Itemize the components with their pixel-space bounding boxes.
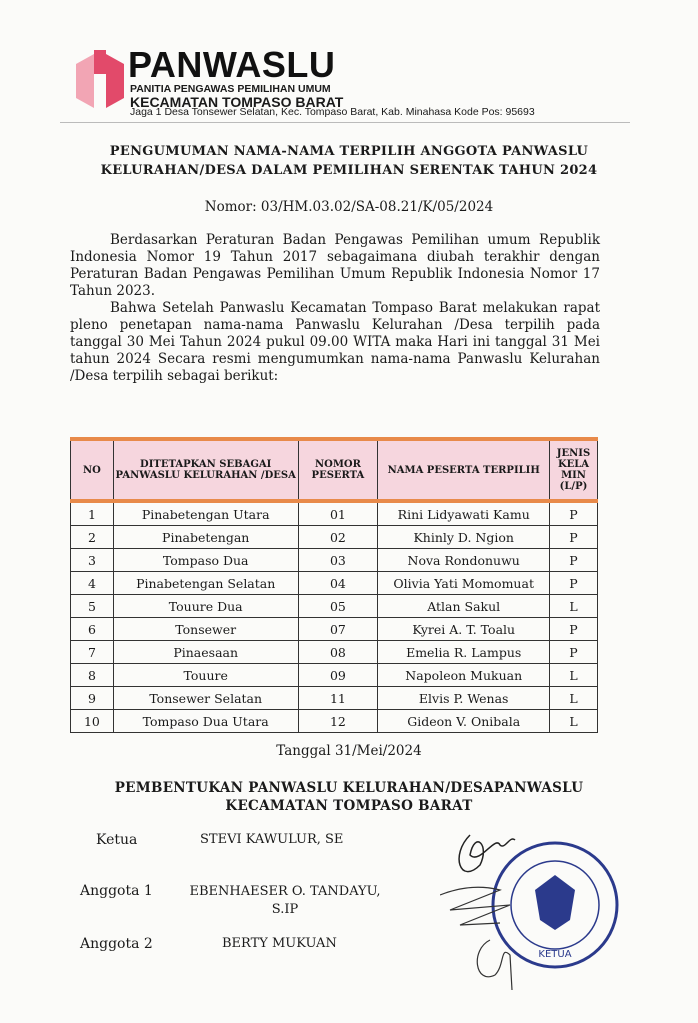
table-cell: L xyxy=(550,710,598,733)
table-cell: 12 xyxy=(298,710,378,733)
table-cell: 1 xyxy=(71,501,114,526)
doc-number: Nomor: 03/HM.03.02/SA-08.21/K/05/2024 xyxy=(204,199,494,215)
table-cell: Pinaesaan xyxy=(113,641,298,664)
paragraph-2: Bahwa Setelah Panwaslu Kecamatan Tompaso Barat melakukan rapat pleno penetapan nama-nama Panwaslu Kelurahan /Desa terpilih pada tanggal 30 Mei Tahun 2024 pukul 09.00 WITA maka Hari ini tanggal 31 Mei tahun 2024 Secara resmi mengumumkan nama-nama Panwaslu Kelurahan /Desa terpilih sebagai berikut: xyxy=(70,300,600,384)
table-cell: P xyxy=(550,641,598,664)
table-row xyxy=(71,549,598,572)
table-cell: P xyxy=(550,501,598,526)
table-cell: 7 xyxy=(71,641,114,664)
table-cell: L xyxy=(550,664,598,687)
garuda-emblem-icon xyxy=(535,875,575,930)
table-cell: 2 xyxy=(71,526,114,549)
column-header: NO xyxy=(71,439,114,501)
table-cell: Tompaso Dua Utara xyxy=(113,710,298,733)
table-cell: Olivia Yati Momomuat xyxy=(378,572,550,595)
date: Tanggal 31/Mei/2024 xyxy=(276,743,422,759)
table-cell: 6 xyxy=(71,618,114,641)
table-cell: Gideon V. Onibala xyxy=(378,710,550,733)
table-cell: 8 xyxy=(71,664,114,687)
org-district: KECAMATAN TOMPASO BARAT xyxy=(130,94,344,110)
signature-and-stamp xyxy=(440,815,630,995)
table-cell: 10 xyxy=(71,710,114,733)
table-cell: 03 xyxy=(298,549,378,572)
table-cell: Pinabetengan xyxy=(113,526,298,549)
doc-title-line1: PENGUMUMAN NAMA-NAMA TERPILIH ANGGOTA PANWASLU xyxy=(109,144,589,159)
name-anggota-1: EBENHAESER O. TANDAYU, S.IP xyxy=(189,884,381,917)
table-cell: P xyxy=(550,549,598,572)
table-cell: Tonsewer Selatan xyxy=(113,687,298,710)
table-cell: Atlan Sakul xyxy=(378,595,550,618)
role-anggota-2: Anggota 2 xyxy=(80,936,153,952)
table-cell: Khinly D. Ngion xyxy=(378,526,550,549)
doc-title-line2: KELURAHAN/DESA DALAM PEMILIHAN SERENTAK TAHUN 2024 xyxy=(100,163,598,178)
role-ketua: Ketua xyxy=(96,832,138,848)
table-row xyxy=(71,618,598,641)
table-row xyxy=(71,710,598,733)
table-cell: L xyxy=(550,595,598,618)
elected-table xyxy=(70,437,598,733)
table-cell: Kyrei A. T. Toalu xyxy=(378,618,550,641)
table-cell: Elvis P. Wenas xyxy=(378,687,550,710)
table-row xyxy=(71,687,598,710)
table-cell: P xyxy=(550,526,598,549)
role-anggota-1: Anggota 1 xyxy=(80,883,153,899)
footer-title-2: KECAMATAN TOMPASO BARAT xyxy=(225,798,473,814)
table-cell: Touure xyxy=(113,664,298,687)
table-cell: Tonsewer xyxy=(113,618,298,641)
table-cell: 01 xyxy=(298,501,378,526)
column-header: NOMOR PESERTA xyxy=(298,439,378,501)
org-name: PANWASLU xyxy=(128,44,336,85)
table-cell: L xyxy=(550,687,598,710)
table-row xyxy=(71,526,598,549)
table-cell: Nova Rondonuwu xyxy=(378,549,550,572)
table-row xyxy=(71,641,598,664)
column-header: JENIS KELA MIN (L/P) xyxy=(550,439,598,501)
stamp-label: KETUA xyxy=(538,949,572,960)
table-cell: 08 xyxy=(298,641,378,664)
table-cell: Touure Dua xyxy=(113,595,298,618)
paragraph-1: Berdasarkan Peraturan Badan Pengawas Pemilihan umum Republik Indonesia Nomor 19 Tahun 2017 sebagaimana diubah terakhir dengan Peraturan Badan Pengawas Pemilihan Umum Republik Indonesia Nomor 17 Tahun 2023. xyxy=(70,232,600,299)
table-cell: 11 xyxy=(298,687,378,710)
org-subtitle: PANITIA PENGAWAS PEMILIHAN UMUM xyxy=(130,83,331,95)
table-cell: 04 xyxy=(298,572,378,595)
table-cell: 5 xyxy=(71,595,114,618)
body-text xyxy=(70,232,600,385)
footer-title-1: PEMBENTUKAN PANWASLU KELURAHAN/DESAPANWASLU xyxy=(114,780,584,796)
table-cell: Pinabetengan Utara xyxy=(113,501,298,526)
table-cell: Napoleon Mukuan xyxy=(378,664,550,687)
name-ketua: STEVI KAWULUR, SE xyxy=(200,832,344,847)
table-cell: 3 xyxy=(71,549,114,572)
column-header: DITETAPKAN SEBAGAI PANWASLU KELURAHAN /DESA xyxy=(113,439,298,501)
table-cell: 9 xyxy=(71,687,114,710)
table-cell: Pinabetengan Selatan xyxy=(113,572,298,595)
table-cell: P xyxy=(550,572,598,595)
name-anggota-2: BERTY MUKUAN xyxy=(222,936,337,951)
table-row xyxy=(71,595,598,618)
official-stamp xyxy=(493,843,617,967)
table-cell: Emelia R. Lampus xyxy=(378,641,550,664)
table-cell: 02 xyxy=(298,526,378,549)
table-row xyxy=(71,572,598,595)
signature-anggota-1 xyxy=(440,887,510,925)
table-row xyxy=(71,501,598,526)
table-cell: 09 xyxy=(298,664,378,687)
table-cell: Tompaso Dua xyxy=(113,549,298,572)
table-cell: 4 xyxy=(71,572,114,595)
column-header: NAMA PESERTA TERPILIH xyxy=(378,439,550,501)
panwaslu-logo xyxy=(72,50,128,112)
table-cell: 07 xyxy=(298,618,378,641)
table-row xyxy=(71,664,598,687)
table-cell: P xyxy=(550,618,598,641)
table-cell: Rini Lidyawati Kamu xyxy=(378,501,550,526)
table-cell: 05 xyxy=(298,595,378,618)
signature-anggota-2 xyxy=(477,940,512,990)
divider xyxy=(60,122,630,123)
org-address: Jaga 1 Desa Tonsewer Selatan, Kec. Tompaso Barat, Kab. Minahasa Kode Pos: 95693 xyxy=(130,106,535,118)
